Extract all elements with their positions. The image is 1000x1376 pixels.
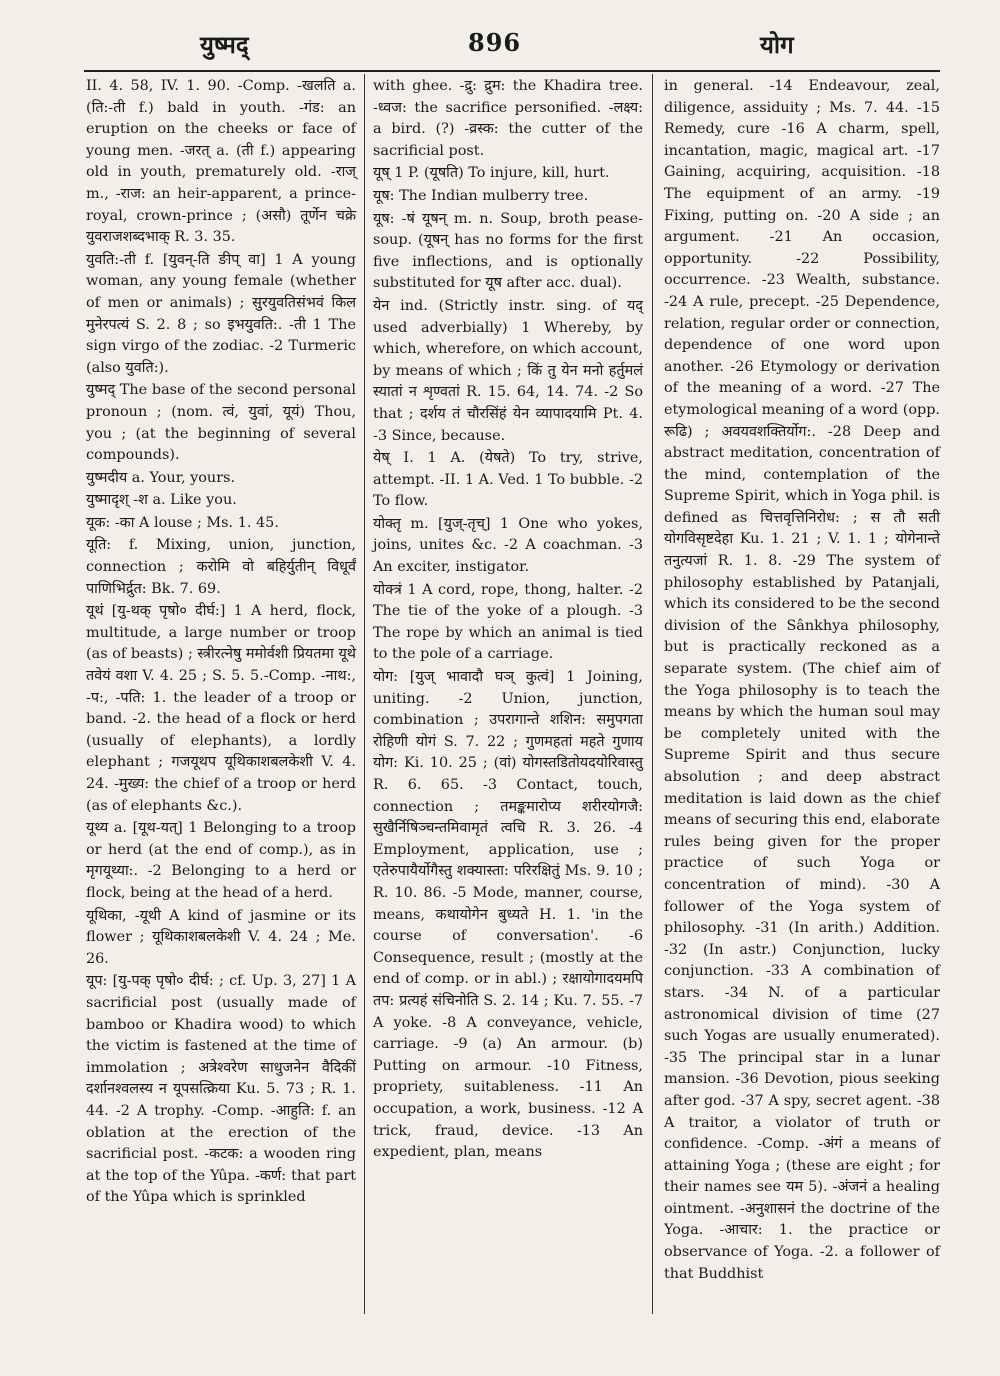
column-3 xyxy=(664,76,940,1286)
entry: येष् I. 1 A. (येषते) To try, strive, attempt. -II. 1 A. Ved. 1 To bubble. -2 To flow. xyxy=(373,450,643,510)
entry: in general. -14 Endeavour, zeal, diligence, assiduity ; Ms. 7. 44. -15 Remedy, cure -16 A charm, spell, incantation, magic, magical art. -17 Gaining, acquiring, acquisition. -18 The equipment of an army. -19 Fixing, putting on. -20 A side ; an argument. -21 An occasion, opportunity. -22 Possibility, occurrence. -23 Wealth, substance. -24 A rule, precept. -25 Dependence, relation, regular order or connection, dependence of one word upon another. -26 Etymology or derivation of the meaning of a word. -27 The etymological meaning of a word (opp. रूढि) ; अवयवशक्तिर्योग:. -28 Deep and abstract meditation, concentration of the mind, contemplation of the Supreme Spirit, which in Yoga phil. is defined as चित्तवृत्तिनिरोध: ; स तौ सती योगविसृष्टदेहा Ku. 1. 21 ; V. 1. 1 ; योगेनान्ते तनुत्यजां R. 1. 8. -29 The system of philosophy established by Patanjali, which its considered to be the second division of the Sânkhya philosophy, but is practically reckoned as a separate system. (The chief aim of the Yoga philosophy is to teach the means by which the human soul may be completely united with the Supreme Spirit and thus secure absolution ; and deep abstract meditation is laid down as the chief means of securing this end, elaborate rules being given for the proper practice of such Yoga or concentration of mind). -30 A follower of the Yoga system of philosophy. -31 (In arith.) Addition. -32 (In astr.) Conjunction, lucky conjunction. -33 A combination of stars. -34 N. of a particular astronomical division of time (27 such Yogas are usually enumerated). -35 The principal star in a lunar mansion. -36 Devotion, pious seeking after god. -37 A spy, secret agent. -38 A traitor, a violator of truth or confidence. -Comp. -अंगं a means of attaining Yoga ; (these are eight ; for their names see यम 5). -अंजनं a healing ointment. -अनुशासनं the doctrine of the Yoga. -आचार: 1. the practice or observance of Yoga. -2. a follower of that Buddhist xyxy=(664,78,940,1282)
entry: येन ind. (Strictly instr. sing. of यद् used adverbially) 1 Whereby, by which, wherefore, on which account, by means of which ; किं तु येन मनो हर्तुमलं स्यातां न शृण्वतां R. 15. 64, 14. 74. -2 So that ; दर्शय तं चौरसिंहं येन व्यापादयामि Pt. 4. -3 Since, because. xyxy=(373,297,643,444)
entry: यूष् 1 P. (यूषति) To injure, kill, hurt. xyxy=(373,165,610,182)
right-running-head: योग xyxy=(760,30,794,59)
column-divider xyxy=(652,74,653,1314)
column-1 xyxy=(86,76,356,1210)
entry: युष्मदीय a. Your, yours. xyxy=(86,469,236,486)
entry: यूति: f. Mixing, union, junction, connection ; करोमि वो बहिर्युतीन् विधूर्वं पाणिभिर्द्रुत: Bk. 7. 69. xyxy=(86,537,356,597)
entry: यूथिका, -यूथी A kind of jasmine or its flower ; यूथिकाशबलकेशी V. 4. 24 ; Me. 26. xyxy=(86,907,356,967)
entry: यूष: -षं यूषन् m. n. Soup, broth pease-soup. (यूषन् has no forms for the first five inflections, and is optionally substituted for यूष after acc. dual). xyxy=(373,210,643,292)
entry: यूथं [यु-थक् पृषो० दीर्घ:] 1 A herd, flock, multitude, a large number or troop (as of beasts) ; स्त्रीरत्नेषु ममोर्वशी प्रियतमा यूथे तवेयं वशा V. 4. 25 ; S. 5. 5.-Comp. -नाथ:, -प:, -पति: 1. the leader of a troop or band. -2. the head of a flock or herd (usually of elephants), a lordly elephant ; गजयूथप यूथिकाशबलकेशी V. 4. 24. -मुख्य: the chief of a troop or herd (as of elephants &c.). xyxy=(86,603,356,814)
entry: with ghee. -द्रु: द्रुम: the Khadira tree. -ध्वज: the sacrifice personified. -लक्ष्य: a bird. (?) -व्रस्क: the cutter of the sacrificial post. xyxy=(373,78,643,159)
entry: II. 4. 58, IV. 1. 90. -Comp. -खलति a. (ति:-ती f.) bald in youth. -गंड: an eruption on the cheeks or face of young men. -जरत् a. (ती f.) appearing old in youth, prematurely old. -राज् m., -राज: an heir-apparent, a prince-royal, crown-prince ; (असौ) तूर्णेन चक्रे युवराजशब्दभाक् R. 3. 35. xyxy=(86,78,356,246)
page-header xyxy=(0,22,1000,68)
entry: युष्मादृश् -श a. Like you. xyxy=(86,492,237,509)
page-number: 896 xyxy=(468,28,522,57)
entry: यूष: The Indian mulberry tree. xyxy=(373,187,589,204)
entry: योक्तृ m. [युज्-तृच्] 1 One who yokes, joins, unites &c. -2 A coachman. -3 An exciter, instigator. xyxy=(373,515,643,576)
entry: योक्त्रं 1 A cord, rope, thong, halter. -2 The tie of the yoke of a plough. -3 The rope by which an animal is tied to the pole of a carriage. xyxy=(373,581,643,663)
entry: युष्मद् The base of the second personal pronoun ; (nom. त्वं, युवां, यूयं) Thou, you ; (at the beginning of several compounds). xyxy=(86,382,356,464)
left-running-head: युष्मद् xyxy=(200,30,249,59)
column-divider xyxy=(364,74,365,1314)
entry: युवति:-ती f. [युवन्-ति ङीप् वा] 1 A young woman, any young female (whether of men or animals) ; सुरयुवतिसंभवं किल मुनेरपत्यं S. 2. 8 ; so इभयुवति:. -ती 1 The sign virgo of the zodiac. -2 Turmeric (also युवति:). xyxy=(86,251,356,376)
entry: यूप: [यु-पक् पृषो० दीर्घ: ; cf. Up. 3, 27] 1 A sacrificial post (usually made of bamboo or Khadira wood) to which the victim is fastened at the time of immolation ; अत्रेश्वरेण साधुजनेन वैदिकीं दर्शानश्वलस्य न यूपसत्क्रिया Ku. 5. 73 ; R. 1. 44. -2 A trophy. -Comp. -आहुति: f. an oblation at the erection of the sacrificial post. -कटक: a wooden ring at the top of the Yûpa. -कर्ण: that part of the Yûpa which is sprinkled xyxy=(86,973,356,1206)
entry: यूक: -का A louse ; Ms. 1. 45. xyxy=(86,514,279,531)
entry: यूथ्य a. [यूथ-यत्] 1 Belonging to a troop or herd (at the end of comp.), as in मृगयूथ्या:. -2 Belonging to a herd or flock, being at the head of a herd. xyxy=(86,820,356,901)
entry: योग: [युज् भावादौ घञ् कुत्वं] 1 Joining, uniting. -2 Union, junction, combination ; उपरागान्ते शशिन: समुपगता रोहिणी योगं S. 7. 22 ; गुणमहतां महते गुणाय योग: Ki. 10. 25 ; (वां) योगस्तडितोयदयोरिवास्तु R. 6. 65. -3 Contact, touch, connection ; तमङ्कमारोप्य शरीरयोगजै: सुखैर्निषिञ्चन्तमिवामृतं त्वचि R. 3. 26. -4 Employment, application, use ; एतेरुपायैर्योगैस्तु शक्यास्ता: परिरक्षितुं Ms. 9. 10 ; R. 10. 86. -5 Mode, manner, course, means, कथायोगेन बुध्यते H. 1. 'in the course of conversation'. -6 Consequence, result ; (mostly at the end of comp. or in abl.) ; रक्षायोगादयमपि तप: प्रत्यहं संचिनोति S. 2. 14 ; Ku. 7. 55. -7 A yoke. -8 A conveyance, vehicle, carriage. -9 (a) An armour. (b) Putting on armour. -10 Fitness, propriety, suitableness. -11 An occupation, a work, business. -12 A trick, fraud, device. -13 An expedient, plan, means xyxy=(373,669,643,1161)
column-2 xyxy=(373,76,643,1165)
header-rule xyxy=(84,70,940,72)
